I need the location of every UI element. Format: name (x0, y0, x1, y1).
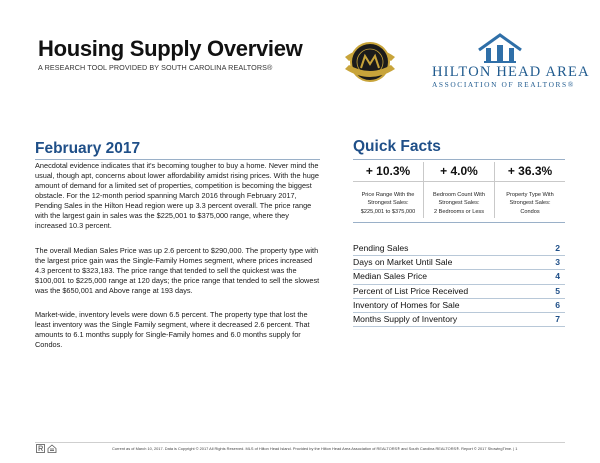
fact-value: $225,001 to $375,000 (360, 209, 416, 216)
toc-item-percent-list-price[interactable] (353, 285, 565, 299)
toc-label: Pending Sales (353, 243, 409, 253)
toc-item-inventory[interactable] (353, 299, 565, 313)
fact-percent: + 4.0% (440, 164, 478, 178)
page-title: Housing Supply Overview (38, 36, 303, 61)
paragraph-2: The overall Median Sales Price was up 2.6 percent to $290,000. The property type with the largest price gain was the Single-Family Homes segment, where prices increased 4.3 percent to $323,183. The price range that tended to sell the quickest was the $100,001 to $225,000 range at 120 days; the price range that tended to sell the slowest was the $650,001 and Above range at 193 days. (35, 246, 320, 295)
toc-label: Months Supply of Inventory (353, 313, 458, 324)
toc-page-number: 2 (555, 243, 560, 253)
divider (35, 159, 320, 160)
toc-page-number: 3 (555, 257, 560, 268)
quick-facts-title: Quick Facts (353, 138, 441, 155)
divider (35, 442, 565, 443)
toc-label: Days on Market Until Sale (353, 257, 453, 268)
paragraph-1: Anecdotal evidence indicates that it's becoming tougher to buy a home. Never mind the usual, though apt, concerns about lower affordability amidst rising prices. With the huge amount of demand for a limited set of properties, competition is becoming the biggest obstacle. For the 12-month period spanning March 2016 through February 2017, Pending Sales in the Hilton Head region were up 3.3 percent overall. The price range with the largest gain in sales was the $225,001 to $375,000 range, where they increased 10.3 percent. (35, 161, 319, 230)
toc-page-number: 6 (555, 299, 560, 310)
fact-label: Price Range With the (361, 192, 415, 198)
report-month: February 2017 (35, 140, 141, 157)
toc-item-median-sales-price[interactable] (353, 270, 565, 284)
divider (494, 162, 495, 218)
fact-label: Bedroom Count With (433, 192, 485, 198)
fact-label: Strongest Sales: (367, 200, 409, 207)
equal-housing-icon (48, 445, 56, 453)
house-icon (475, 32, 525, 64)
fact-label: Property Type With (506, 192, 554, 198)
paragraph-3: Market-wide, inventory levels were down 6.5 percent. The property type that lost the least inventory was the Single Family segment, where it decreased 2.6 percent. That amounts to 6.1 months supply for Single-Family homes and 6.0 months supply for Condos. (35, 310, 310, 349)
fact-label: Strongest Sales: (509, 200, 551, 207)
divider (353, 222, 565, 223)
toc-item-days-on-market[interactable] (353, 256, 565, 270)
toc-label: Median Sales Price (353, 271, 428, 282)
toc-item-months-supply[interactable] (353, 313, 565, 327)
footer-logos (36, 444, 76, 454)
toc-page-number: 5 (555, 285, 560, 296)
footer-text: Current as of March 10, 2017. Data is Copyright © 2017 All Rights Reserved. MLS of Hilton Head Island. Provided by the Hilton Head Area Association of REALTORS® and South Carolina REALTORS®. Report © 2017 ShowingTime. | 1 (112, 446, 518, 451)
fact-value: Condos (520, 209, 540, 216)
msc-seal-icon (343, 35, 397, 87)
table-of-contents (353, 242, 565, 327)
page-subtitle: A RESEARCH TOOL PROVIDED BY SOUTH CAROLINA REALTORS® (38, 63, 273, 72)
toc-page-number: 7 (555, 313, 560, 324)
fact-value: 2 Bedrooms or Less (433, 209, 485, 216)
quick-fact-property-type (495, 160, 565, 217)
fact-percent: + 10.3% (365, 164, 411, 178)
toc-page-number: 4 (555, 271, 560, 282)
toc-label: Percent of List Price Received (353, 285, 469, 296)
toc-item-pending-sales[interactable] (353, 242, 565, 256)
divider (353, 181, 565, 182)
fact-label: Strongest Sales: (438, 200, 480, 207)
divider (423, 162, 424, 218)
partner-subtitle: ASSOCIATION OF REALTORS® (432, 80, 575, 89)
quick-fact-bedroom-count (424, 160, 494, 217)
toc-label: Inventory of Homes for Sale (353, 299, 460, 310)
realtor-r-icon (37, 445, 45, 453)
quick-fact-price-range (353, 160, 423, 217)
partner-name: HILTON HEAD AREA (432, 64, 590, 80)
fact-percent: + 36.3% (507, 164, 553, 178)
